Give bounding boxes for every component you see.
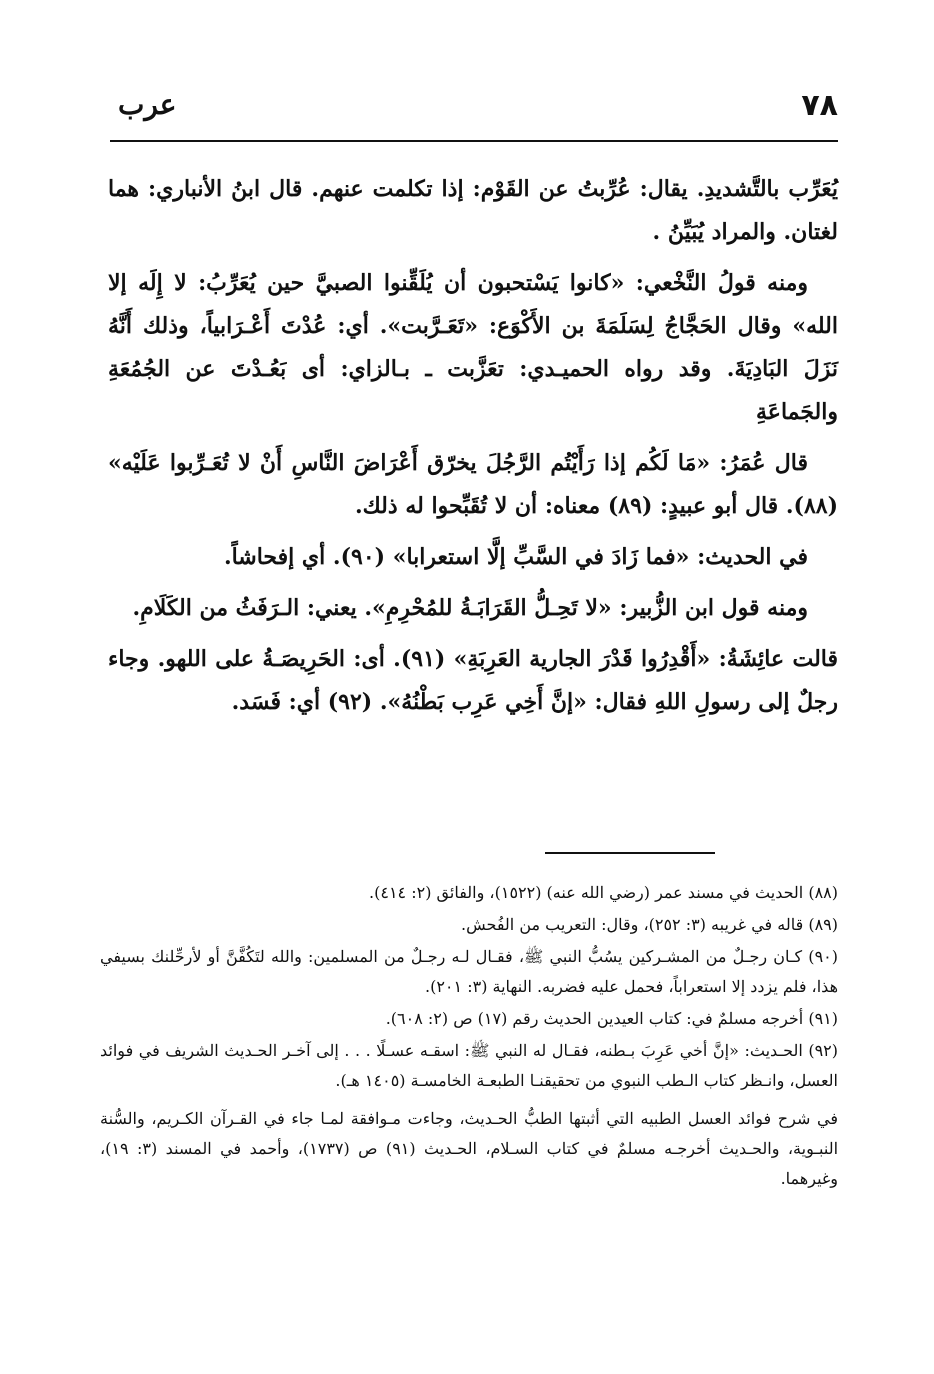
paragraph: قال عُمَرُ: «مَا لَكُم إذا رَأَيْتُم الرَّجُلَ يخرّق أَعْرَاضَ النَّاسِ أَنْ لا تُعَـرِّبوا عَلَيْه» (٨٨). قال أبو عبيدٍ: (٨٩) معناه: أن لا تُقَبِّحوا له ذلك. [108,450,838,519]
paragraph: ومنه قولُ النَّخْعي: «كانوا يَسْتحبون أن يُلَقِّنوا الصبيَّ حين يُعَرِّبُ: لا إِلَه إلا الله» وقال الحَجَّاجُ لِسَلَمَةَ بن الأَكْوَع: «تَعَـرَّبت». أي: عُدْتَ أَعْـرَابياً، وذلك أَنَّهُ نَزَلَ البَادِيَةَ. وقد رواه الحميـدي: تعَزَّبت ـ بـالزاي: أى بَعُـدْتَ عن الجُمُعَةِ والجَماعَةِ [108,270,838,425]
paragraph: في الحديث: «فما زَادَ في السَّبِّ إلَّا استعرابا» (٩٠). أي إفحاشاً. [223,544,808,570]
page-header [118,88,838,138]
page-number: ٧٨ [801,88,838,123]
footnote-90: (٩٠) كـان رجـلٌ من المشـركين يسُبُّ النبي ﷺ، فقـال لـه رجـلٌ من المسلمين: والله لتَكُفَّنَّ أو لأرحِّلنك بسيفي هذا، فلم يزدد إلا استعراباً، فحمل عليه فضربه. النهاية (٣: ٢٠١). [100,947,838,996]
footnote-91: (٩١) أخرجه مسلمٌ في: كتاب العيدين الحديث رقم (١٧) ص (٢: ٦٠٨). [385,1009,838,1028]
header-rule [110,140,838,142]
footnotes [100,878,838,1196]
main-text [108,168,838,732]
paragraph: قالت عائِشَةُ: «أَقْدِرُوا قَدْرَ الجارية العَرِبَةِ» (٩١). أى: الحَرِيصَـةُ على اللهو. وجاء رجلٌ إلى رسولِ اللهِ فقال: «إنَّ أَخِي عَرِب بَطْنُهُ». (٩٢) أي: فَسَد. [108,646,839,715]
footnote-separator [545,852,715,854]
footnote-88: (٨٨) الحديث في مسند عمر (رضي الله عنه) (١٥٢٢)، والفائق (٢: ٤١٤). [369,883,838,902]
running-head: عرب [118,88,177,121]
footnote-92-continued: في شرح فوائد العسل الطبيه التي أثبتها الطبُّ الحـديث، وجاءت مـوافقة لمـا جاء في القـرآن الكـريم، والسُّنة النبـوية، والحـديث أخرجـه مسلمٌ في كتاب السـلام، الحـديث (٩١) ص (١٧٣٧)، وأحمد في المسند (٣: ١٩)، وغيرهما. [100,1109,839,1188]
footnote-89: (٨٩) قاله في غريبه (٣: ٢٥٢)، وقال: التعريب من الفُحش. [461,915,838,934]
paragraph: يُعَرِّب بالتَّشديدِ. يقال: عُرِّبتُ عن القَوْم: إذا تكلمت عنهم. قال ابنُ الأنباري: هما لغتان. والمراد يُبَيِّنُ . [108,176,838,245]
footnote-92: (٩٢) الحـديث: «إنَّ أخي عَرِبَ بـطنه، فقـال له النبي ﷺ: اسقـه عسـلًا . . . إلى آخـر الحـديث الشريف في فوائد العسل، وانـظر كتاب الـطب النبوي من تحقيقنـا الطبعـة الخامسـة (١٤٠٥ هـ). [100,1041,839,1090]
paragraph: ومنه قول ابن الزُّبير: «لا تَحِـلُّ القَرَابَـةُ للمُحْرِمِ». يعني: الـرَفَثُ من الكَلَامِ. [132,595,808,621]
